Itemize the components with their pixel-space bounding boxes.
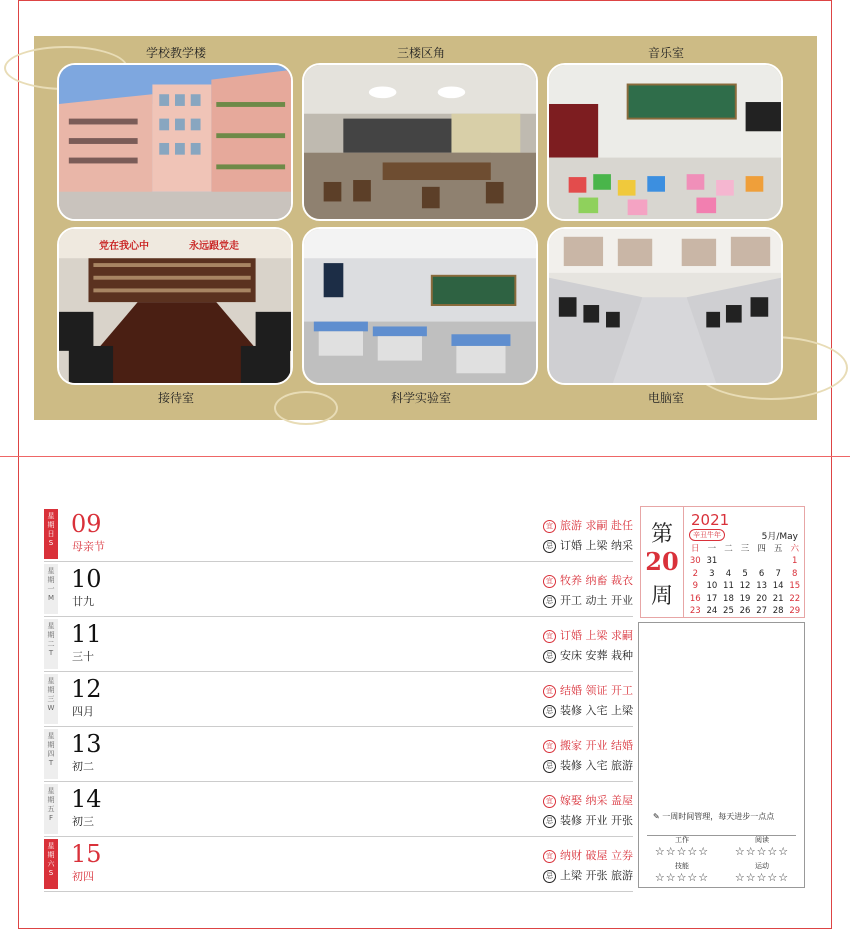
avoid-activities: 忌 安床 安葬 栽种 [543, 647, 633, 663]
calendar-week-row [687, 605, 803, 617]
photo-caption: 接待室 [157, 391, 194, 405]
habit-label: 运动 [755, 862, 769, 870]
week-number-column [641, 507, 684, 617]
banner-right-text: 永远跟党走 [189, 241, 239, 252]
day-number: 15 [71, 840, 102, 868]
avoid-mark-icon: 忌 [543, 815, 556, 828]
week-prefix: 第 [650, 522, 673, 547]
photo-third-floor-corner [302, 63, 538, 221]
calendar-day: 28 [772, 605, 784, 616]
avoid-mark-icon: 忌 [543, 870, 556, 883]
day-number: 11 [71, 620, 102, 648]
photo-school-building [57, 63, 293, 221]
day-number: 14 [71, 785, 102, 813]
calendar-day: 16 [689, 593, 701, 604]
calendar-day: 26 [739, 605, 751, 616]
calendar-week-row [687, 580, 803, 592]
calendar-day: 3 [709, 568, 715, 579]
calendar-day: 27 [756, 605, 768, 616]
calendar-ganzhi-badge: 辛丑牛年 [689, 529, 725, 541]
calendar-day: 10 [706, 581, 718, 592]
photo-caption: 学校教学楼 [145, 46, 206, 60]
calendar-day: 22 [789, 593, 801, 604]
suitable-mark-icon: 宜 [543, 740, 556, 753]
suitable-activities: 宜 牧养 纳畜 裁衣 [543, 572, 633, 588]
rating-stars[interactable]: ☆☆☆☆☆ [654, 845, 710, 858]
day-number: 09 [71, 510, 102, 538]
calendar-day: 29 [789, 605, 801, 616]
calendar-day: 17 [706, 593, 718, 604]
photo-caption: 音乐室 [647, 46, 684, 60]
habit-tracker [647, 835, 717, 858]
suitable-mark-icon: 宜 [543, 795, 556, 808]
calendar-day: 31 [706, 556, 718, 567]
weekday-tab: 星 期 二 T [44, 619, 58, 669]
suitable-activities: 宜 结婚 领证 开工 [543, 682, 633, 698]
avoid-activities: 忌 装修 入宅 上梁 [543, 702, 633, 718]
habit-tracker [647, 861, 717, 884]
calendar-day: 25 [723, 605, 734, 616]
suitable-activities: 宜 嫁娶 纳采 盖屋 [543, 792, 633, 808]
notes-box[interactable] [638, 622, 805, 888]
day-row [44, 672, 633, 727]
calendar-day: 18 [723, 593, 734, 604]
week-suffix: 周 [650, 584, 673, 609]
calendar-day [720, 555, 737, 567]
weekday-header: 三 [740, 544, 750, 554]
calendar-day: 21 [772, 593, 784, 604]
calendar-day [737, 555, 754, 567]
calendar-day [770, 555, 787, 567]
calendar-day: 19 [739, 593, 751, 604]
calendar-day: 14 [772, 581, 784, 592]
weekday-tab: 星 期 六 S [44, 839, 58, 889]
avoid-mark-icon: 忌 [543, 705, 556, 718]
lunar-date: 四月 [72, 705, 94, 718]
avoid-mark-icon: 忌 [543, 540, 556, 553]
calendar-day: 12 [739, 581, 751, 592]
rating-stars[interactable]: ☆☆☆☆☆ [734, 871, 790, 884]
weekday-tab: 星 期 五 F [44, 784, 58, 834]
day-row [44, 837, 633, 892]
week-number: 20 [645, 547, 679, 576]
avoid-mark-icon: 忌 [543, 650, 556, 663]
pen-icon: ✎ [653, 812, 660, 821]
habit-label: 阅读 [755, 836, 769, 844]
weekday-tab: 星 期 日 S [44, 509, 58, 559]
day-row [44, 617, 633, 672]
avoid-activities: 忌 装修 开业 开张 [543, 812, 633, 828]
suitable-activities: 宜 订婚 上梁 求嗣 [543, 627, 633, 643]
habit-tracker [727, 861, 797, 884]
suitable-mark-icon: 宜 [543, 575, 556, 588]
calendar-day: 30 [689, 556, 701, 567]
lunar-date: 母亲节 [72, 540, 105, 553]
calendar-day: 24 [706, 605, 718, 616]
day-number: 10 [71, 565, 102, 593]
calendar-day: 8 [792, 568, 798, 579]
rating-stars[interactable]: ☆☆☆☆☆ [734, 845, 790, 858]
photo-science-lab [302, 227, 538, 385]
photo-board [34, 36, 817, 420]
fold-line [0, 456, 850, 457]
weekday-header: 二 [724, 544, 733, 554]
photo-reception-room [57, 227, 293, 385]
avoid-activities: 忌 订婚 上梁 纳采 [543, 537, 633, 553]
suitable-mark-icon: 宜 [543, 630, 556, 643]
avoid-activities: 忌 开工 动土 开业 [543, 592, 633, 608]
day-row [44, 782, 633, 837]
day-row [44, 507, 633, 562]
weekday-header: 日 [691, 544, 700, 554]
weekday-header-row [687, 543, 803, 555]
suitable-mark-icon: 宜 [543, 850, 556, 863]
lunar-date: 初三 [72, 815, 94, 828]
photo-computer-room [547, 227, 783, 385]
calendar-day: 9 [692, 581, 698, 592]
week-calendar-box [640, 506, 805, 618]
suitable-activities: 宜 纳财 破屋 立券 [543, 847, 633, 863]
weekday-tab: 星 期 三 W [44, 674, 58, 724]
suitable-mark-icon: 宜 [543, 520, 556, 533]
rating-stars[interactable]: ☆☆☆☆☆ [654, 871, 710, 884]
lunar-date: 三十 [72, 650, 94, 663]
suitable-activities: 宜 搬家 开业 结婚 [543, 737, 633, 753]
avoid-mark-icon: 忌 [543, 760, 556, 773]
lunar-date: 廿九 [72, 595, 94, 608]
calendar-day: 7 [775, 568, 781, 579]
calendar-day: 5 [742, 568, 748, 579]
photo-caption: 三楼区角 [396, 46, 445, 60]
calendar-day: 13 [756, 581, 768, 592]
calendar-week-row [687, 593, 803, 605]
day-number: 12 [71, 675, 102, 703]
weekday-tab: 星 期 四 T [44, 729, 58, 779]
photo-music-room [547, 63, 783, 221]
calendar-day: 6 [758, 568, 765, 579]
calendar-week-row [687, 568, 803, 580]
photo-caption: 科学实验室 [390, 391, 451, 405]
suitable-activities: 宜 旅游 求嗣 赴任 [543, 517, 633, 533]
lunar-date: 初二 [72, 760, 94, 773]
weekday-header: 五 [773, 544, 783, 554]
day-row [44, 727, 633, 782]
photo-caption: 电脑室 [647, 391, 684, 405]
calendar-day [753, 555, 770, 567]
habit-label: 工作 [675, 836, 689, 844]
avoid-mark-icon: 忌 [543, 595, 556, 608]
calendar-week-row [687, 555, 803, 567]
calendar-month: 5月/May [761, 532, 798, 542]
weekday-header: 四 [757, 544, 766, 554]
suitable-mark-icon: 宜 [543, 685, 556, 698]
calendar-year: 2021 [691, 511, 730, 529]
calendar-day: 20 [756, 593, 768, 604]
lunar-date: 初四 [72, 870, 94, 883]
calendar-day: 1 [792, 556, 798, 567]
avoid-activities: 忌 装修 入宅 旅游 [543, 757, 633, 773]
banner-left-text: 党在我心中 [99, 241, 149, 252]
mini-month-grid [687, 543, 803, 617]
day-row [44, 562, 633, 617]
weekday-header: 一 [707, 544, 717, 554]
habit-tracker [727, 835, 797, 858]
motto-text: ✎ 一周时间管理，每天进步一点点 [653, 812, 775, 821]
habit-label: 技能 [675, 862, 689, 870]
calendar-day: 11 [723, 581, 734, 592]
weekday-tab: 星 期 一 M [44, 564, 58, 614]
weekday-header: 六 [790, 544, 800, 554]
calendar-day: 4 [725, 568, 732, 579]
calendar-day: 15 [789, 581, 801, 592]
calendar-day: 2 [692, 568, 698, 579]
day-number: 13 [71, 730, 102, 758]
calendar-day: 23 [689, 605, 701, 616]
avoid-activities: 忌 上梁 开张 旅游 [543, 867, 633, 883]
